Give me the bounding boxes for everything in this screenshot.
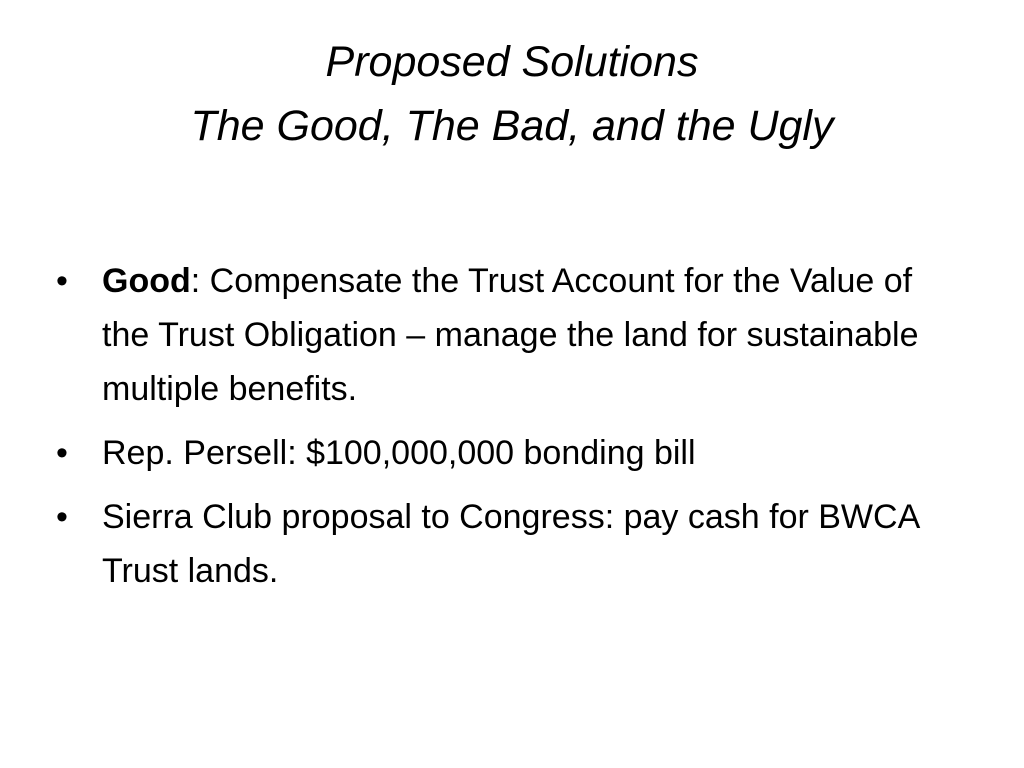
bullet-item-good: [56, 254, 966, 416]
slide-title: [60, 30, 964, 158]
bullet-item-sierra-club: [56, 490, 966, 598]
bullet-text-good: : Compensate the Trust Account for the Value of the Trust Obligation – manage the land for sustainable multiple benefits.: [102, 262, 919, 408]
slide-title-line-1: Proposed Solutions: [325, 38, 699, 86]
bullet-text-persell: Rep. Persell: $100,000,000 bonding bill: [102, 434, 696, 472]
bullet-text-sierra-club: Sierra Club proposal to Congress: pay cash for BWCA Trust lands.: [102, 498, 919, 590]
bullet-point-icon: •: [56, 262, 68, 300]
slide-title-line-2: The Good, The Bad, and the Ugly: [190, 102, 834, 150]
bullet-item-persell: [56, 426, 966, 480]
bullet-lead-good: Good: [102, 262, 191, 300]
bullet-point-icon: •: [56, 434, 68, 472]
bullet-point-icon: •: [56, 498, 68, 536]
bullet-list: [56, 254, 966, 608]
